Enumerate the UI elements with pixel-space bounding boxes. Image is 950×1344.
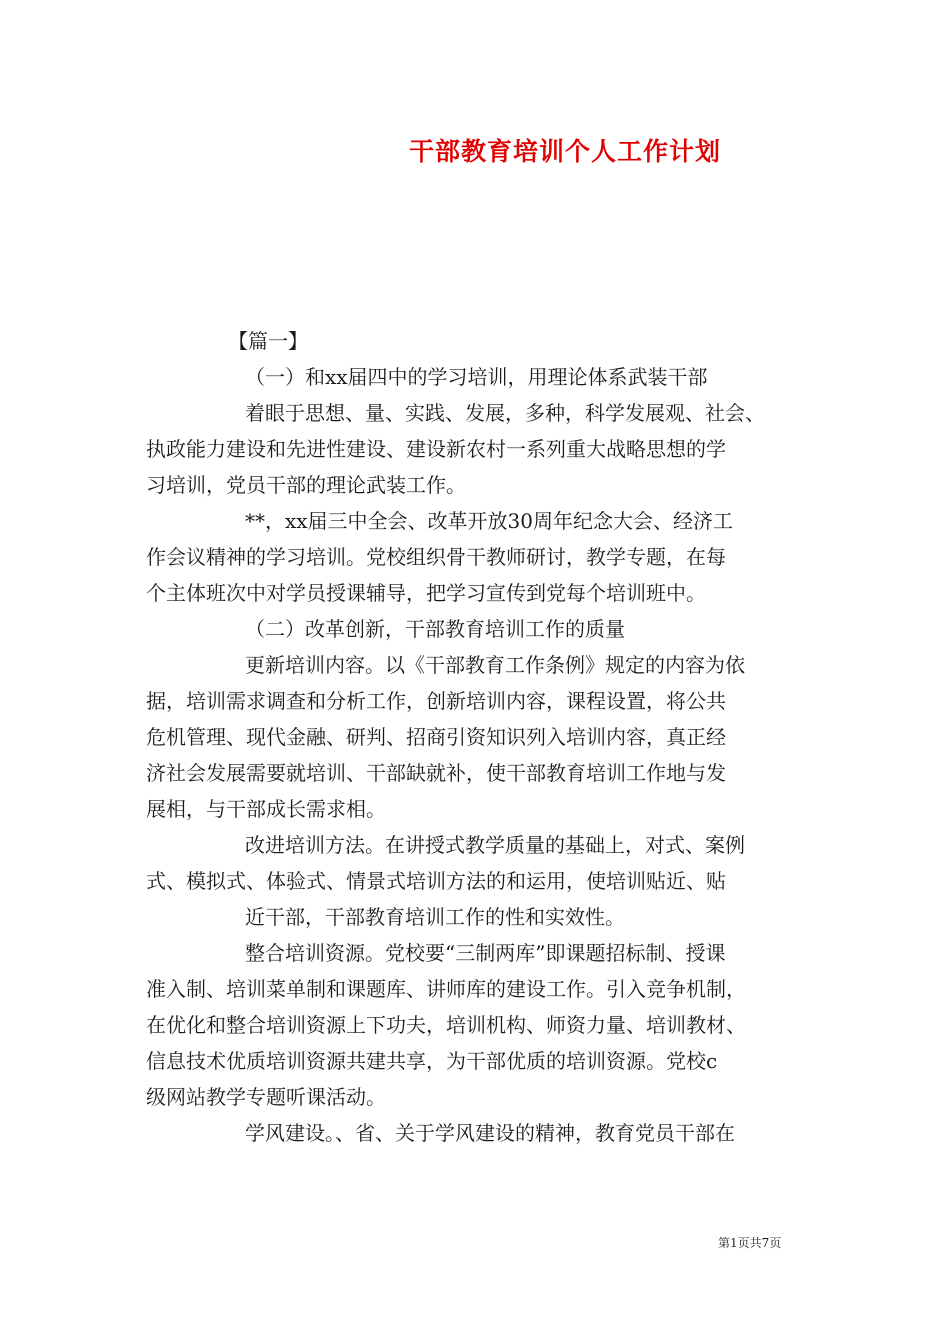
paragraph-line: 作会议精神的学习培训。党校组织骨干教师研讨，教学专题，在每 (146, 545, 726, 569)
paragraph-line: 个主体班次中对学员授课辅导，把学习宣传到党每个培训班中。 (146, 581, 706, 605)
page-number: 第1页共7页 (718, 1236, 782, 1250)
paragraph-line: 危机管理、现代金融、研判、招商引资知识列入培训内容，真正经 (146, 725, 726, 749)
heading-line-1: （一）和xx届四中的学习培训，用理论体系武装干部 (245, 365, 708, 389)
paragraph-line: 改进培训方法。在讲授式教学质量的基础上，对式、案例 (245, 833, 745, 857)
heading-line-2: （二）改革创新，干部教育培训工作的质量 (245, 617, 625, 641)
paragraph-line: 学风建设。、省、关于学风建设的精神，教育党员干部在 (245, 1121, 735, 1145)
paragraph-line: 更新培训内容。以《干部教育工作条例》规定的内容为依 (245, 653, 745, 677)
section-label: 【篇一】 (228, 329, 308, 353)
paragraph-line: 准入制、培训菜单制和课题库、讲师库的建设工作。引入竞争机制， (146, 977, 746, 1001)
paragraph-line: 着眼于思想、量、实践、发展，多种，科学发展观、社会、 (245, 401, 765, 425)
paragraph-line: 整合培训资源。党校要“三制两库”即课题招标制、授课 (245, 941, 726, 965)
paragraph-line: 式、模拟式、体验式、情景式培训方法的和运用，使培训贴近、贴 (146, 869, 726, 893)
paragraph-line: 近干部，干部教育培训工作的性和实效性。 (245, 905, 625, 929)
paragraph-line: 习培训，党员干部的理论武装工作。 (146, 473, 466, 497)
document-title: 干部教育培训个人工作计划 (408, 137, 721, 166)
paragraph-line: 在优化和整合培训资源上下功夫，培训机构、师资力量、培训教材、 (146, 1013, 746, 1037)
paragraph-line: 信息技术优质培训资源共建共享，为干部优质的培训资源。党校c (146, 1049, 718, 1073)
paragraph-line: **，xx届三中全会、改革开放30周年纪念大会、经济工 (245, 509, 734, 533)
paragraph-line: 展相，与干部成长需求相。 (146, 797, 386, 821)
paragraph-line: 据，培训需求调查和分析工作，创新培训内容，课程设置，将公共 (146, 689, 726, 713)
paragraph-line: 济社会发展需要就培训、干部缺就补，使干部教育培训工作地与发 (146, 761, 726, 785)
paragraph-line: 执政能力建设和先进性建设、建设新农村一系列重大战略思想的学 (146, 437, 726, 461)
paragraph-line: 级网站教学专题听课活动。 (146, 1085, 386, 1109)
